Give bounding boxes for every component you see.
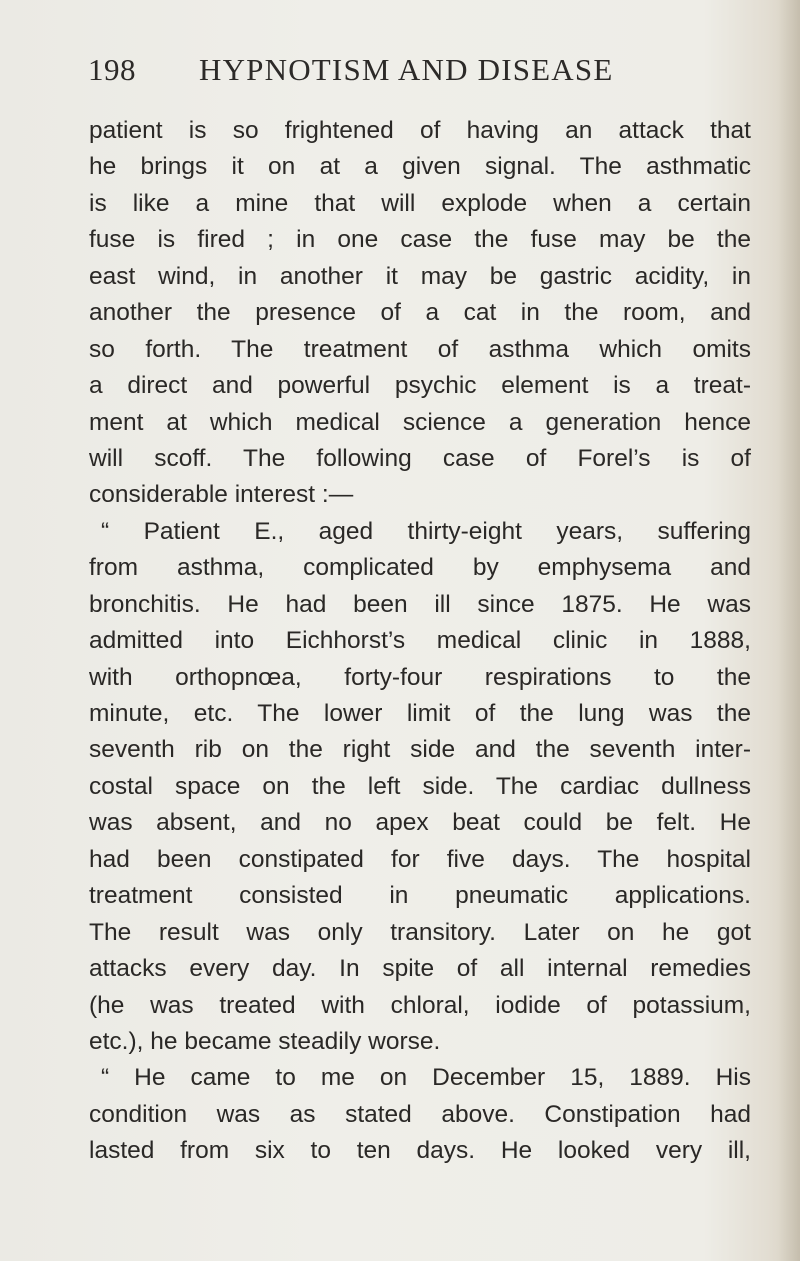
page-number: 198 xyxy=(88,52,136,87)
text-line: another the presence of a cat in the room, and xyxy=(89,299,751,327)
text-line: (he was treated with chloral, iodide of potassium, xyxy=(89,991,751,1019)
body-text xyxy=(89,113,751,1170)
text-line: was absent, and no apex beat could be felt. He xyxy=(89,809,751,837)
text-line: “ He came to me on December 15, 1889. His xyxy=(101,1064,751,1092)
text-line: fuse is fired ; in one case the fuse may be the xyxy=(89,226,751,254)
page-edge-shadow xyxy=(778,0,800,1261)
text-line: seventh rib on the right side and the seventh inter- xyxy=(89,736,751,764)
text-line: etc.), he became steadily worse. xyxy=(89,1027,441,1055)
text-line: attacks every day. In spite of all internal remedies xyxy=(89,955,751,983)
text-line: “ Patient E., aged thirty-eight years, suffering xyxy=(101,517,751,545)
text-line: treatment consisted in pneumatic applications. xyxy=(89,882,751,910)
text-line: a direct and powerful psychic element is a treat- xyxy=(89,372,751,400)
text-line: with orthopnœa, forty-four respirations to the xyxy=(89,663,751,691)
text-line: so forth. The treatment of asthma which omits xyxy=(89,335,751,363)
text-line: east wind, in another it may be gastric acidity, in xyxy=(89,262,751,290)
text-line: The result was only transitory. Later on he got xyxy=(89,918,751,946)
page-header xyxy=(88,52,748,100)
text-line: minute, etc. The lower limit of the lung was the xyxy=(89,700,751,727)
text-line: is like a mine that will explode when a certain xyxy=(89,189,751,217)
running-head: HYPNOTISM AND DISEASE xyxy=(199,52,614,87)
text-line: considerable interest :— xyxy=(89,481,354,509)
text-line: lasted from six to ten days. He looked very ill, xyxy=(89,1137,751,1165)
text-line: condition was as stated above. Constipation had xyxy=(89,1100,751,1128)
text-line: from asthma, complicated by emphysema and xyxy=(89,554,751,582)
text-line: ment at which medical science a generation hence xyxy=(89,408,751,436)
text-line: costal space on the left side. The cardiac dullness xyxy=(89,772,751,800)
text-line: bronchitis. He had been ill since 1875. He was xyxy=(89,590,751,618)
text-line: he brings it on at a given signal. The asthmatic xyxy=(89,153,751,181)
text-line: patient is so frightened of having an attack that xyxy=(89,117,751,144)
text-line: had been constipated for five days. The hospital xyxy=(89,845,751,873)
text-line: admitted into Eichhorst’s medical clinic in 1888, xyxy=(89,627,751,655)
text-line: will scoff. The following case of Forel’s is of xyxy=(89,444,751,472)
